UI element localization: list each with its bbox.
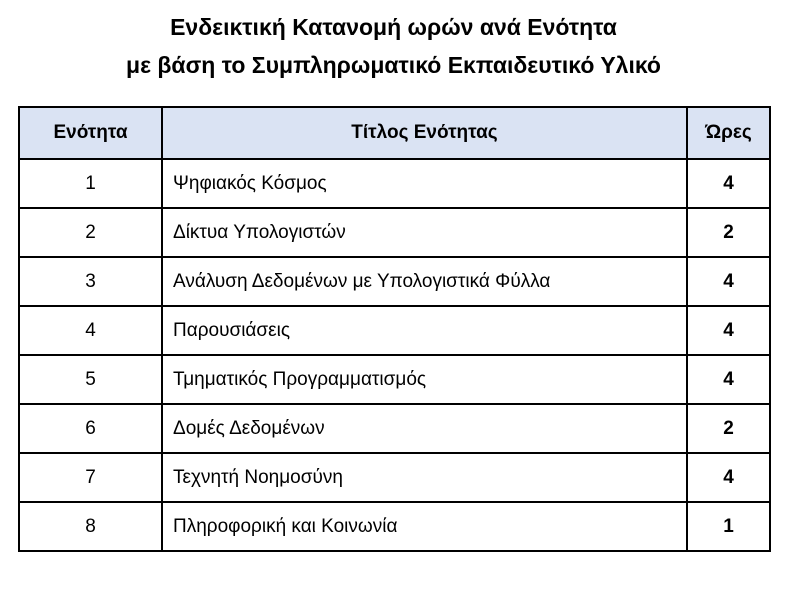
unit-title: Δομές Δεδομένων: [162, 404, 687, 453]
table-body: [19, 159, 770, 551]
table-row: [19, 306, 770, 355]
table-row: [19, 355, 770, 404]
unit-title: Ψηφιακός Κόσμος: [162, 159, 687, 208]
unit-number: 1: [19, 159, 162, 208]
page-title-line-1: Ενδεικτική Κατανομή ωρών ανά Ενότητα: [170, 14, 617, 40]
unit-number: 8: [19, 502, 162, 551]
hours-distribution-table: [18, 106, 771, 552]
unit-number: 2: [19, 208, 162, 257]
unit-hours: 4: [687, 306, 770, 355]
unit-title: Πληροφορική και Κοινωνία: [162, 502, 687, 551]
unit-title: Ανάλυση Δεδομένων με Υπολογιστικά Φύλλα: [162, 257, 687, 306]
unit-title: Παρουσιάσεις: [162, 306, 687, 355]
header-hours: Ώρες: [687, 107, 770, 159]
unit-title: Τμηματικός Προγραμματισμός: [162, 355, 687, 404]
unit-hours: 4: [687, 257, 770, 306]
unit-hours: 2: [687, 208, 770, 257]
header-title: Τίτλος Ενότητας: [162, 107, 687, 159]
unit-number: 7: [19, 453, 162, 502]
page-title: [0, 8, 787, 84]
unit-number: 6: [19, 404, 162, 453]
table-row: [19, 404, 770, 453]
header-row: [19, 107, 770, 159]
table-header: [19, 107, 770, 159]
table-row: [19, 453, 770, 502]
page-title-line-2: με βάση το Συμπληρωματικό Εκπαιδευτικό Υλικό: [126, 52, 661, 78]
unit-hours: 4: [687, 355, 770, 404]
table-row: [19, 257, 770, 306]
table-row: [19, 159, 770, 208]
unit-number: 4: [19, 306, 162, 355]
unit-hours: 4: [687, 159, 770, 208]
unit-hours: 1: [687, 502, 770, 551]
unit-hours: 2: [687, 404, 770, 453]
unit-title: Τεχνητή Νοημοσύνη: [162, 453, 687, 502]
header-unit: Ενότητα: [19, 107, 162, 159]
table-row: [19, 502, 770, 551]
unit-title: Δίκτυα Υπολογιστών: [162, 208, 687, 257]
unit-number: 5: [19, 355, 162, 404]
table-row: [19, 208, 770, 257]
unit-hours: 4: [687, 453, 770, 502]
unit-number: 3: [19, 257, 162, 306]
